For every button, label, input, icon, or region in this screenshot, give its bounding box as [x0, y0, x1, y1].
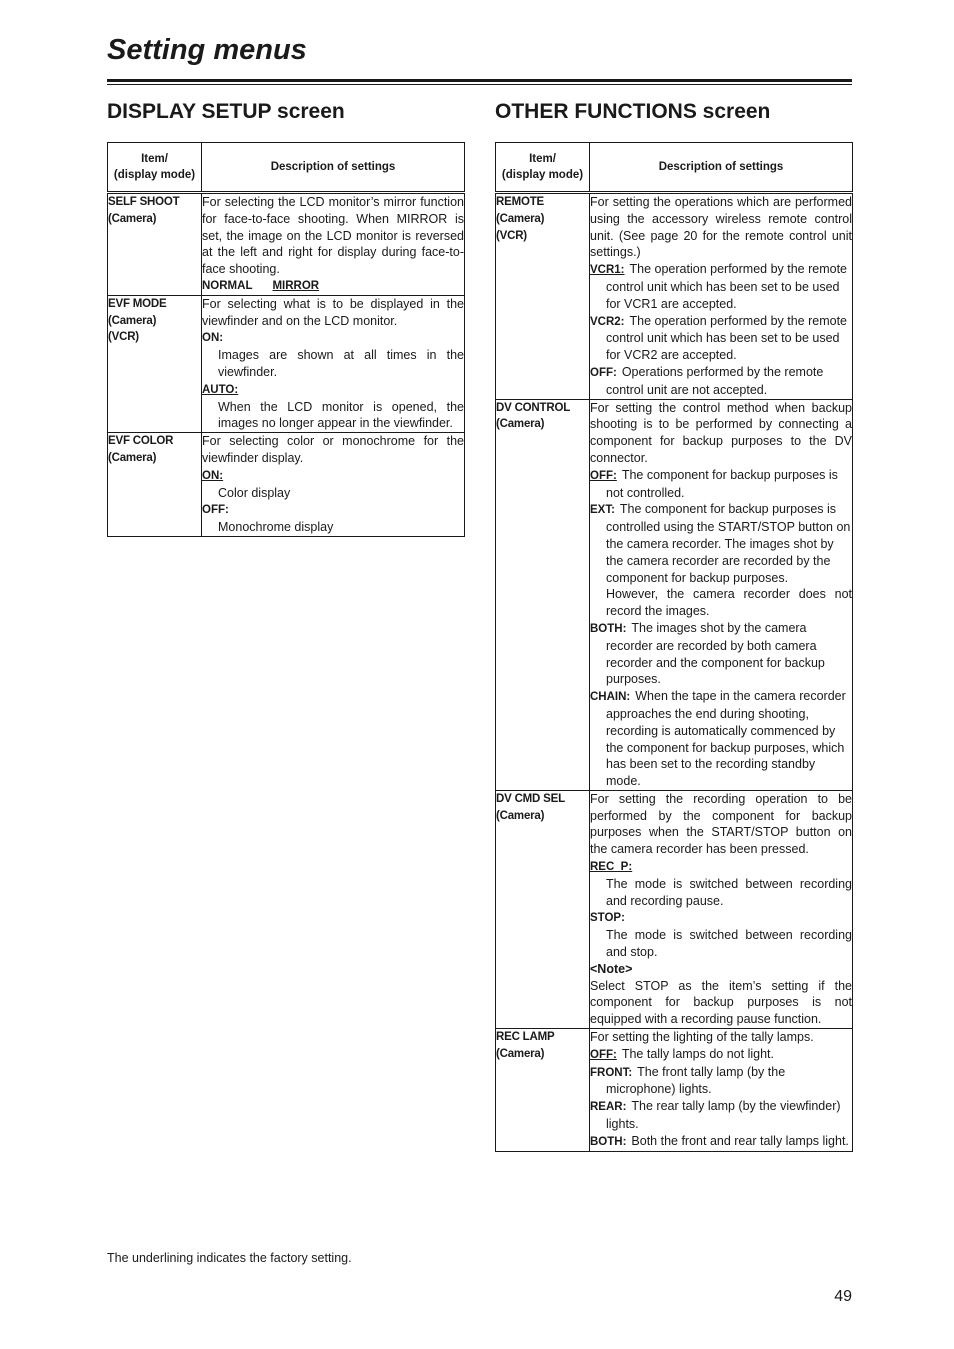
- option-text: The rear tally lamp (by the viewfinder) lights.: [606, 1099, 841, 1132]
- option-label: CHAIN:: [590, 691, 631, 704]
- option-text: The component for backup purposes is not controlled.: [606, 467, 838, 500]
- item-cell: [108, 433, 202, 537]
- option-line: [590, 1064, 852, 1099]
- option-text: The component for backup purposes is controlled using the START/STOP button on the camera recorder. The images shot by the camera recorder are recorded by the component for backup purposes.: [606, 502, 851, 585]
- option-label: VCR2:: [590, 315, 625, 328]
- item-name: REC LAMP: [496, 1031, 555, 1044]
- option-line: [202, 467, 464, 485]
- display-mode: (Camera): [496, 212, 545, 225]
- display-mode: (VCR): [108, 331, 139, 344]
- display-mode: (Camera): [108, 314, 157, 327]
- option-label: OFF:: [590, 469, 617, 482]
- option-description: When the LCD monitor is opened, the images no longer appear in the viewfinder.: [218, 399, 464, 431]
- table-row: [496, 399, 853, 790]
- table-row: [496, 1029, 853, 1152]
- description-text: Select STOP as the item’s setting if the component for backup purposes is not equipped with a recording pause function.: [590, 978, 852, 1027]
- option-text: Both the front and rear tally lamps light.: [631, 1133, 849, 1148]
- description-text: For selecting color or monochrome for the viewfinder display.: [202, 434, 464, 465]
- option-line: [590, 620, 852, 688]
- option-description: However, the camera recorder does not record the images.: [606, 587, 852, 619]
- page-number: 49: [834, 1288, 852, 1305]
- factory-setting-footnote: The underlining indicates the factory setting.: [107, 1251, 352, 1265]
- option-description: The mode is switched between recording and stop.: [606, 928, 852, 960]
- item-cell: [496, 193, 590, 400]
- option-line: [590, 1098, 852, 1133]
- option-text: Operations performed by the remote control unit are not accepted.: [606, 364, 824, 397]
- option-line: [202, 501, 464, 519]
- description-text: For selecting what is to be displayed in the viewfinder and on the LCD monitor.: [202, 296, 464, 328]
- item-cell: [496, 790, 590, 1028]
- item-name: REMOTE: [496, 196, 544, 208]
- item-cell: [496, 1029, 590, 1152]
- page-title: Setting menus: [107, 34, 307, 66]
- option-text: The operation performed by the remote control unit which has been set to be used for VCR2 are accepted.: [606, 313, 847, 363]
- column-header-description: Description of settings: [590, 143, 853, 193]
- option-label: OFF:: [590, 366, 617, 379]
- description-cell: [202, 433, 465, 537]
- option-value: NORMAL: [202, 279, 253, 292]
- item-cell: [108, 295, 202, 432]
- display-setup-table: [107, 142, 465, 537]
- option-label: ON:: [202, 469, 224, 482]
- option-line: [590, 467, 852, 502]
- option-description: The mode is switched between recording and recording pause.: [606, 876, 852, 908]
- description-text: For selecting the LCD monitor’s mirror function for face-to-face shooting. When MIRROR is set, the image on the LCD monitor is reversed at the left and right for display during face-to-face shooting.: [202, 195, 464, 277]
- option-description: Monochrome display: [218, 520, 334, 535]
- display-mode: (Camera): [496, 1047, 545, 1060]
- option-text: The tally lamps do not light.: [621, 1046, 774, 1061]
- display-mode: (Camera): [108, 451, 157, 464]
- option-label: ON:: [202, 332, 224, 345]
- description-cell: [590, 790, 853, 1028]
- option-label: VCR1:: [590, 264, 625, 277]
- table-row: [496, 193, 853, 400]
- description-cell: [590, 1029, 853, 1152]
- table-row: [108, 433, 465, 537]
- other-functions-rows: [496, 193, 853, 1152]
- option-label: EXT:: [590, 504, 615, 517]
- other-functions-heading: OTHER FUNCTIONS screen: [495, 100, 771, 123]
- option-line: [590, 313, 852, 364]
- option-line: [202, 329, 464, 347]
- option-label: STOP:: [590, 912, 625, 925]
- option-line: [590, 1046, 852, 1064]
- option-label: OFF:: [202, 504, 229, 517]
- other-functions-table: [495, 142, 853, 1152]
- description-text: For setting the operations which are performed using the accessory wireless remote control unit. (See page 20 for the remote control unit settings.): [590, 195, 852, 260]
- display-mode: (Camera): [108, 212, 157, 225]
- note-label: <Note>: [590, 961, 633, 976]
- description-cell: [590, 399, 853, 790]
- option-label: OFF:: [590, 1048, 617, 1061]
- option-text: The operation performed by the remote control unit which has been set to be used for VCR1 are accepted.: [606, 262, 847, 311]
- option-line: [590, 858, 852, 876]
- item-name: EVF MODE: [108, 297, 167, 310]
- display-setup-rows: [108, 193, 465, 537]
- option-text: The front tally lamp (by the microphone) lights.: [606, 1064, 786, 1097]
- display-mode: (VCR): [496, 229, 527, 242]
- option-line: [590, 1133, 852, 1151]
- option-line: [590, 688, 852, 790]
- column-header-item: Item/ (display mode): [108, 143, 202, 193]
- option-line: [590, 261, 852, 312]
- option-description: Color display: [218, 485, 291, 500]
- description-cell: [202, 193, 465, 296]
- display-mode: (Camera): [496, 418, 545, 431]
- item-name: SELF SHOOT: [108, 196, 180, 208]
- display-mode: (Camera): [496, 809, 545, 822]
- option-label: REAR:: [590, 1101, 627, 1114]
- item-name: DV CONTROL: [496, 401, 571, 414]
- option-text: When the tape in the camera recorder approaches the end during shooting, recording is automatically commenced by the component for backup purposes, which has been set to the recording standby mode.: [606, 689, 846, 789]
- option-label: FRONT:: [590, 1066, 633, 1079]
- title-rule-thick: [107, 79, 852, 82]
- option-values: [202, 278, 464, 295]
- option-line: [590, 909, 852, 927]
- option-description: Images are shown at all times in the viewfinder.: [218, 348, 464, 379]
- item-name: DV CMD SEL: [496, 792, 565, 805]
- display-setup-heading: DISPLAY SETUP screen: [107, 100, 345, 123]
- title-rule-thin: [107, 84, 852, 85]
- option-label: BOTH:: [590, 1135, 627, 1148]
- item-name: EVF COLOR: [108, 435, 174, 448]
- option-text: The images shot by the camera recorder are recorded by both camera recorder and the component for backup purposes.: [606, 620, 825, 687]
- item-cell: [108, 193, 202, 296]
- description-text: For setting the lighting of the tally lamps.: [590, 1030, 814, 1045]
- option-value: MIRROR: [272, 279, 320, 292]
- description-cell: [590, 193, 853, 400]
- option-line: [590, 364, 852, 399]
- table-row: [108, 193, 465, 296]
- table-row: [108, 295, 465, 432]
- option-label: BOTH:: [590, 622, 627, 635]
- table-row: [496, 790, 853, 1028]
- item-cell: [496, 399, 590, 790]
- option-label: REC_P:: [590, 861, 633, 874]
- description-cell: [202, 295, 465, 432]
- option-line: [202, 381, 464, 399]
- description-text: For setting the recording operation to be performed by the component for backup purposes when the START/STOP button on the camera recorder has been pressed.: [590, 791, 852, 857]
- description-text: For setting the control method when backup shooting is to be performed by connecting a component for backup purposes to the DV connector.: [590, 400, 852, 465]
- column-header-description: Description of settings: [202, 143, 465, 193]
- column-header-item: Item/ (display mode): [496, 143, 590, 193]
- option-label: AUTO:: [202, 383, 239, 396]
- option-line: [590, 501, 852, 586]
